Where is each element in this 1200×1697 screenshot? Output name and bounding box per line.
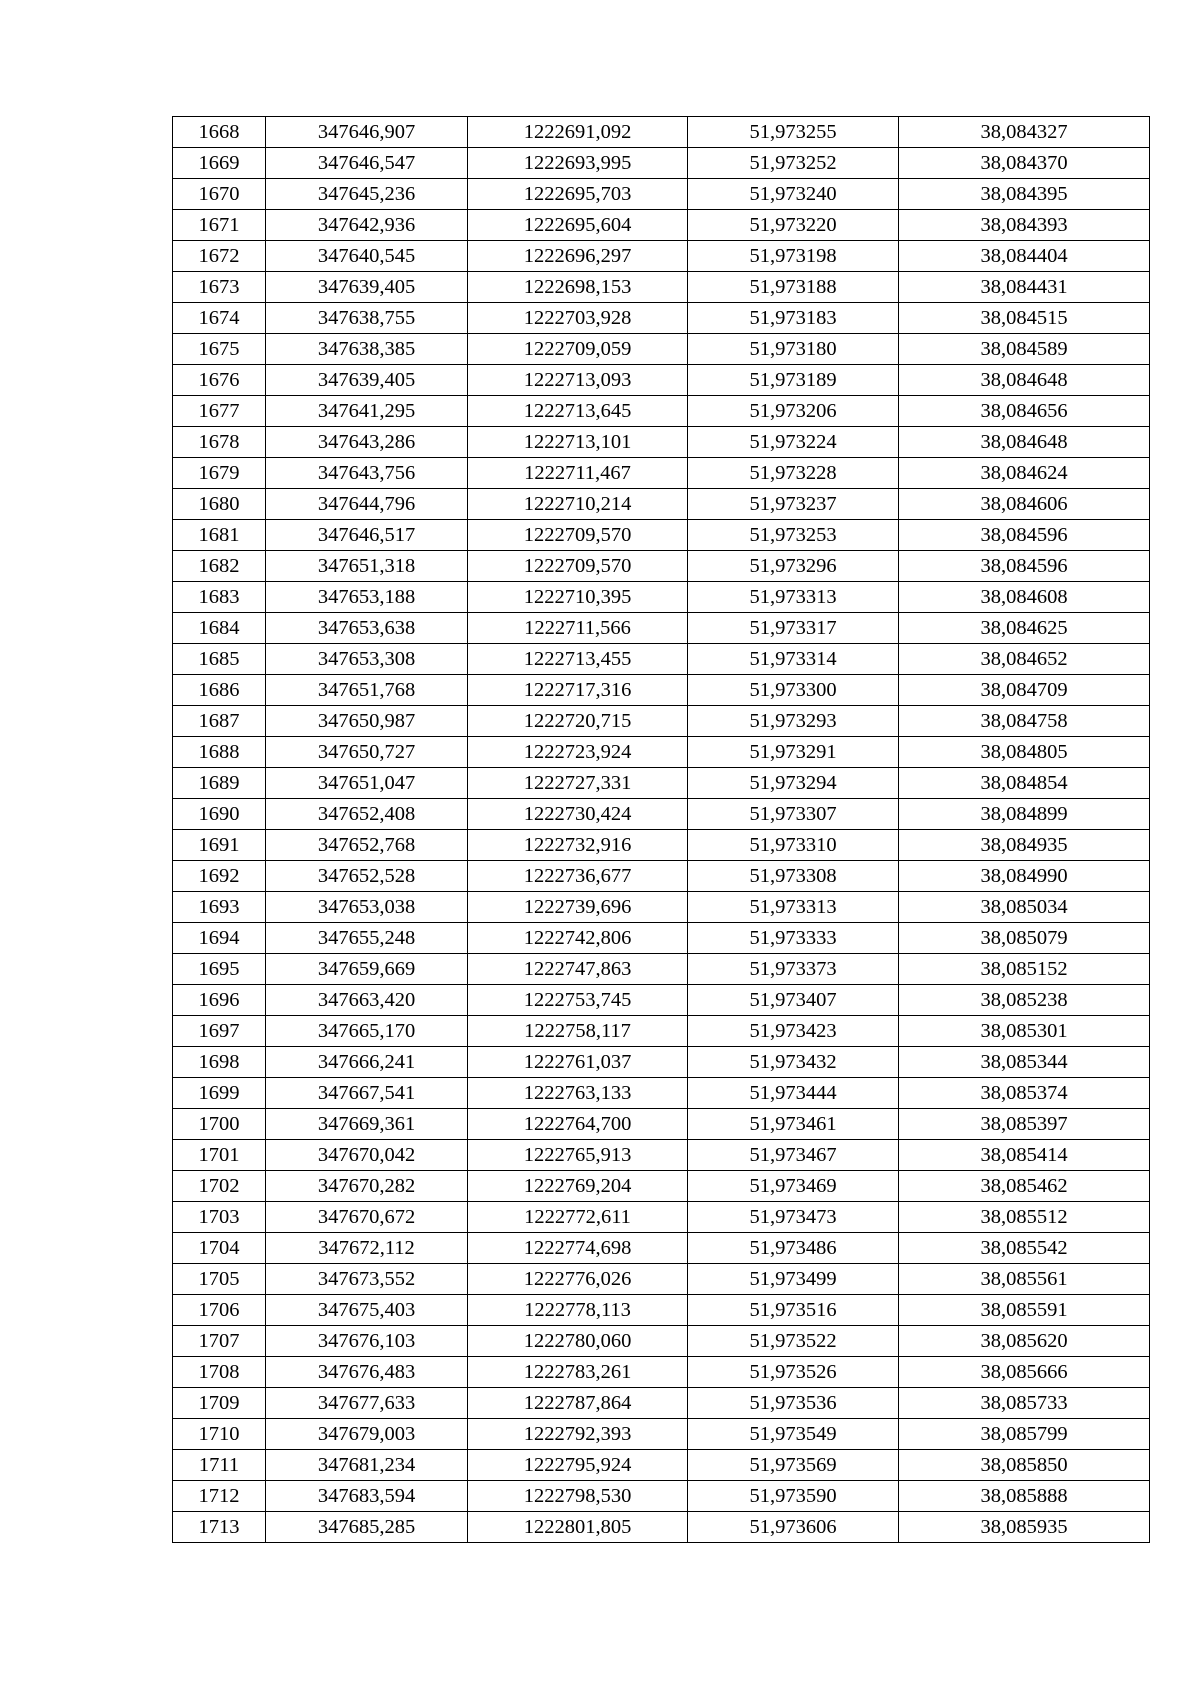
coordinates-table-body	[173, 117, 1150, 1543]
table-row	[173, 1264, 1150, 1295]
latitude-cell: 51,973240	[688, 179, 899, 210]
x-coordinate-cell: 347669,361	[266, 1109, 468, 1140]
y-coordinate-cell: 1222764,700	[468, 1109, 688, 1140]
x-coordinate-cell: 347642,936	[266, 210, 468, 241]
y-coordinate-cell: 1222709,570	[468, 551, 688, 582]
x-coordinate-cell: 347643,286	[266, 427, 468, 458]
latitude-cell: 51,973252	[688, 148, 899, 179]
x-coordinate-cell: 347652,768	[266, 830, 468, 861]
x-coordinate-cell: 347650,727	[266, 737, 468, 768]
point-number-cell: 1670	[173, 179, 266, 210]
y-coordinate-cell: 1222713,645	[468, 396, 688, 427]
x-coordinate-cell: 347645,236	[266, 179, 468, 210]
longitude-cell: 38,084431	[899, 272, 1150, 303]
latitude-cell: 51,973444	[688, 1078, 899, 1109]
x-coordinate-cell: 347679,003	[266, 1419, 468, 1450]
y-coordinate-cell: 1222772,611	[468, 1202, 688, 1233]
point-number-cell: 1672	[173, 241, 266, 272]
x-coordinate-cell: 347655,248	[266, 923, 468, 954]
latitude-cell: 51,973313	[688, 892, 899, 923]
x-coordinate-cell: 347651,768	[266, 675, 468, 706]
table-row	[173, 1233, 1150, 1264]
longitude-cell: 38,085561	[899, 1264, 1150, 1295]
y-coordinate-cell: 1222711,467	[468, 458, 688, 489]
longitude-cell: 38,085034	[899, 892, 1150, 923]
table-row	[173, 551, 1150, 582]
table-row	[173, 985, 1150, 1016]
latitude-cell: 51,973314	[688, 644, 899, 675]
y-coordinate-cell: 1222727,331	[468, 768, 688, 799]
table-row	[173, 489, 1150, 520]
table-row	[173, 396, 1150, 427]
latitude-cell: 51,973294	[688, 768, 899, 799]
latitude-cell: 51,973180	[688, 334, 899, 365]
table-row	[173, 148, 1150, 179]
table-row	[173, 1047, 1150, 1078]
point-number-cell: 1668	[173, 117, 266, 148]
y-coordinate-cell: 1222739,696	[468, 892, 688, 923]
y-coordinate-cell: 1222691,092	[468, 117, 688, 148]
point-number-cell: 1693	[173, 892, 266, 923]
coordinates-table	[172, 116, 1150, 1543]
y-coordinate-cell: 1222792,393	[468, 1419, 688, 1450]
x-coordinate-cell: 347673,552	[266, 1264, 468, 1295]
x-coordinate-cell: 347681,234	[266, 1450, 468, 1481]
point-number-cell: 1684	[173, 613, 266, 644]
y-coordinate-cell: 1222703,928	[468, 303, 688, 334]
y-coordinate-cell: 1222776,026	[468, 1264, 688, 1295]
point-number-cell: 1713	[173, 1512, 266, 1543]
table-row	[173, 644, 1150, 675]
point-number-cell: 1669	[173, 148, 266, 179]
latitude-cell: 51,973423	[688, 1016, 899, 1047]
point-number-cell: 1673	[173, 272, 266, 303]
table-row	[173, 1450, 1150, 1481]
y-coordinate-cell: 1222709,059	[468, 334, 688, 365]
point-number-cell: 1706	[173, 1295, 266, 1326]
longitude-cell: 38,084589	[899, 334, 1150, 365]
point-number-cell: 1677	[173, 396, 266, 427]
point-number-cell: 1685	[173, 644, 266, 675]
longitude-cell: 38,084608	[899, 582, 1150, 613]
x-coordinate-cell: 347659,669	[266, 954, 468, 985]
point-number-cell: 1687	[173, 706, 266, 737]
table-row	[173, 1078, 1150, 1109]
y-coordinate-cell: 1222763,133	[468, 1078, 688, 1109]
table-row	[173, 365, 1150, 396]
y-coordinate-cell: 1222730,424	[468, 799, 688, 830]
longitude-cell: 38,085850	[899, 1450, 1150, 1481]
latitude-cell: 51,973308	[688, 861, 899, 892]
point-number-cell: 1697	[173, 1016, 266, 1047]
longitude-cell: 38,084709	[899, 675, 1150, 706]
latitude-cell: 51,973310	[688, 830, 899, 861]
point-number-cell: 1696	[173, 985, 266, 1016]
table-row	[173, 210, 1150, 241]
latitude-cell: 51,973432	[688, 1047, 899, 1078]
y-coordinate-cell: 1222787,864	[468, 1388, 688, 1419]
longitude-cell: 38,085799	[899, 1419, 1150, 1450]
point-number-cell: 1699	[173, 1078, 266, 1109]
x-coordinate-cell: 347652,408	[266, 799, 468, 830]
y-coordinate-cell: 1222723,924	[468, 737, 688, 768]
x-coordinate-cell: 347651,047	[266, 768, 468, 799]
x-coordinate-cell: 347639,405	[266, 272, 468, 303]
latitude-cell: 51,973237	[688, 489, 899, 520]
latitude-cell: 51,973313	[688, 582, 899, 613]
y-coordinate-cell: 1222783,261	[468, 1357, 688, 1388]
table-row	[173, 861, 1150, 892]
latitude-cell: 51,973198	[688, 241, 899, 272]
table-row	[173, 1388, 1150, 1419]
x-coordinate-cell: 347653,188	[266, 582, 468, 613]
x-coordinate-cell: 347666,241	[266, 1047, 468, 1078]
point-number-cell: 1681	[173, 520, 266, 551]
x-coordinate-cell: 347652,528	[266, 861, 468, 892]
longitude-cell: 38,084990	[899, 861, 1150, 892]
point-number-cell: 1686	[173, 675, 266, 706]
point-number-cell: 1674	[173, 303, 266, 334]
x-coordinate-cell: 347646,907	[266, 117, 468, 148]
point-number-cell: 1691	[173, 830, 266, 861]
table-row	[173, 1202, 1150, 1233]
longitude-cell: 38,084404	[899, 241, 1150, 272]
x-coordinate-cell: 347670,282	[266, 1171, 468, 1202]
table-row	[173, 241, 1150, 272]
longitude-cell: 38,084854	[899, 768, 1150, 799]
latitude-cell: 51,973188	[688, 272, 899, 303]
y-coordinate-cell: 1222753,745	[468, 985, 688, 1016]
x-coordinate-cell: 347663,420	[266, 985, 468, 1016]
table-row	[173, 892, 1150, 923]
y-coordinate-cell: 1222711,566	[468, 613, 688, 644]
longitude-cell: 38,085462	[899, 1171, 1150, 1202]
x-coordinate-cell: 347653,638	[266, 613, 468, 644]
point-number-cell: 1707	[173, 1326, 266, 1357]
table-row	[173, 830, 1150, 861]
longitude-cell: 38,085414	[899, 1140, 1150, 1171]
point-number-cell: 1678	[173, 427, 266, 458]
point-number-cell: 1701	[173, 1140, 266, 1171]
longitude-cell: 38,084515	[899, 303, 1150, 334]
table-row	[173, 520, 1150, 551]
point-number-cell: 1704	[173, 1233, 266, 1264]
point-number-cell: 1694	[173, 923, 266, 954]
point-number-cell: 1676	[173, 365, 266, 396]
y-coordinate-cell: 1222732,916	[468, 830, 688, 861]
point-number-cell: 1695	[173, 954, 266, 985]
x-coordinate-cell: 347646,517	[266, 520, 468, 551]
point-number-cell: 1692	[173, 861, 266, 892]
y-coordinate-cell: 1222713,101	[468, 427, 688, 458]
longitude-cell: 38,084606	[899, 489, 1150, 520]
x-coordinate-cell: 347667,541	[266, 1078, 468, 1109]
y-coordinate-cell: 1222720,715	[468, 706, 688, 737]
x-coordinate-cell: 347650,987	[266, 706, 468, 737]
latitude-cell: 51,973549	[688, 1419, 899, 1450]
x-coordinate-cell: 347641,295	[266, 396, 468, 427]
longitude-cell: 38,085666	[899, 1357, 1150, 1388]
y-coordinate-cell: 1222709,570	[468, 520, 688, 551]
table-row	[173, 1481, 1150, 1512]
x-coordinate-cell: 347683,594	[266, 1481, 468, 1512]
longitude-cell: 38,084370	[899, 148, 1150, 179]
table-row	[173, 768, 1150, 799]
table-row	[173, 675, 1150, 706]
latitude-cell: 51,973307	[688, 799, 899, 830]
x-coordinate-cell: 347676,483	[266, 1357, 468, 1388]
y-coordinate-cell: 1222698,153	[468, 272, 688, 303]
x-coordinate-cell: 347653,308	[266, 644, 468, 675]
y-coordinate-cell: 1222695,604	[468, 210, 688, 241]
latitude-cell: 51,973317	[688, 613, 899, 644]
y-coordinate-cell: 1222693,995	[468, 148, 688, 179]
y-coordinate-cell: 1222761,037	[468, 1047, 688, 1078]
x-coordinate-cell: 347670,672	[266, 1202, 468, 1233]
latitude-cell: 51,973407	[688, 985, 899, 1016]
latitude-cell: 51,973220	[688, 210, 899, 241]
x-coordinate-cell: 347643,756	[266, 458, 468, 489]
point-number-cell: 1683	[173, 582, 266, 613]
longitude-cell: 38,084393	[899, 210, 1150, 241]
point-number-cell: 1711	[173, 1450, 266, 1481]
x-coordinate-cell: 347665,170	[266, 1016, 468, 1047]
y-coordinate-cell: 1222713,455	[468, 644, 688, 675]
longitude-cell: 38,084395	[899, 179, 1150, 210]
x-coordinate-cell: 347677,633	[266, 1388, 468, 1419]
latitude-cell: 51,973296	[688, 551, 899, 582]
table-row	[173, 1326, 1150, 1357]
latitude-cell: 51,973333	[688, 923, 899, 954]
longitude-cell: 38,084327	[899, 117, 1150, 148]
longitude-cell: 38,084935	[899, 830, 1150, 861]
x-coordinate-cell: 347638,385	[266, 334, 468, 365]
longitude-cell: 38,085238	[899, 985, 1150, 1016]
latitude-cell: 51,973469	[688, 1171, 899, 1202]
x-coordinate-cell: 347638,755	[266, 303, 468, 334]
table-row	[173, 954, 1150, 985]
latitude-cell: 51,973183	[688, 303, 899, 334]
longitude-cell: 38,085620	[899, 1326, 1150, 1357]
table-row	[173, 706, 1150, 737]
longitude-cell: 38,085591	[899, 1295, 1150, 1326]
latitude-cell: 51,973499	[688, 1264, 899, 1295]
point-number-cell: 1698	[173, 1047, 266, 1078]
latitude-cell: 51,973486	[688, 1233, 899, 1264]
table-row	[173, 1016, 1150, 1047]
y-coordinate-cell: 1222765,913	[468, 1140, 688, 1171]
y-coordinate-cell: 1222696,297	[468, 241, 688, 272]
point-number-cell: 1679	[173, 458, 266, 489]
table-row	[173, 1419, 1150, 1450]
longitude-cell: 38,085542	[899, 1233, 1150, 1264]
table-row	[173, 272, 1150, 303]
longitude-cell: 38,085397	[899, 1109, 1150, 1140]
longitude-cell: 38,084805	[899, 737, 1150, 768]
y-coordinate-cell: 1222801,805	[468, 1512, 688, 1543]
longitude-cell: 38,085079	[899, 923, 1150, 954]
table-row	[173, 613, 1150, 644]
y-coordinate-cell: 1222710,214	[468, 489, 688, 520]
point-number-cell: 1702	[173, 1171, 266, 1202]
longitude-cell: 38,084625	[899, 613, 1150, 644]
x-coordinate-cell: 347646,547	[266, 148, 468, 179]
x-coordinate-cell: 347639,405	[266, 365, 468, 396]
point-number-cell: 1703	[173, 1202, 266, 1233]
table-row	[173, 1357, 1150, 1388]
longitude-cell: 38,085374	[899, 1078, 1150, 1109]
point-number-cell: 1710	[173, 1419, 266, 1450]
y-coordinate-cell: 1222695,703	[468, 179, 688, 210]
latitude-cell: 51,973536	[688, 1388, 899, 1419]
latitude-cell: 51,973291	[688, 737, 899, 768]
y-coordinate-cell: 1222736,677	[468, 861, 688, 892]
longitude-cell: 38,085935	[899, 1512, 1150, 1543]
latitude-cell: 51,973569	[688, 1450, 899, 1481]
table-row	[173, 923, 1150, 954]
y-coordinate-cell: 1222747,863	[468, 954, 688, 985]
point-number-cell: 1700	[173, 1109, 266, 1140]
point-number-cell: 1708	[173, 1357, 266, 1388]
latitude-cell: 51,973526	[688, 1357, 899, 1388]
point-number-cell: 1688	[173, 737, 266, 768]
longitude-cell: 38,085344	[899, 1047, 1150, 1078]
latitude-cell: 51,973206	[688, 396, 899, 427]
latitude-cell: 51,973516	[688, 1295, 899, 1326]
latitude-cell: 51,973253	[688, 520, 899, 551]
latitude-cell: 51,973461	[688, 1109, 899, 1140]
table-row	[173, 1171, 1150, 1202]
x-coordinate-cell: 347644,796	[266, 489, 468, 520]
table-row	[173, 427, 1150, 458]
latitude-cell: 51,973189	[688, 365, 899, 396]
table-row	[173, 737, 1150, 768]
latitude-cell: 51,973373	[688, 954, 899, 985]
point-number-cell: 1690	[173, 799, 266, 830]
longitude-cell: 38,085512	[899, 1202, 1150, 1233]
table-row	[173, 799, 1150, 830]
longitude-cell: 38,085152	[899, 954, 1150, 985]
y-coordinate-cell: 1222798,530	[468, 1481, 688, 1512]
table-row	[173, 1140, 1150, 1171]
latitude-cell: 51,973300	[688, 675, 899, 706]
latitude-cell: 51,973293	[688, 706, 899, 737]
longitude-cell: 38,084648	[899, 365, 1150, 396]
point-number-cell: 1709	[173, 1388, 266, 1419]
longitude-cell: 38,084596	[899, 520, 1150, 551]
table-row	[173, 334, 1150, 365]
y-coordinate-cell: 1222780,060	[468, 1326, 688, 1357]
y-coordinate-cell: 1222713,093	[468, 365, 688, 396]
y-coordinate-cell: 1222758,117	[468, 1016, 688, 1047]
table-row	[173, 458, 1150, 489]
x-coordinate-cell: 347670,042	[266, 1140, 468, 1171]
latitude-cell: 51,973467	[688, 1140, 899, 1171]
latitude-cell: 51,973522	[688, 1326, 899, 1357]
longitude-cell: 38,084899	[899, 799, 1150, 830]
point-number-cell: 1680	[173, 489, 266, 520]
table-row	[173, 303, 1150, 334]
latitude-cell: 51,973473	[688, 1202, 899, 1233]
point-number-cell: 1705	[173, 1264, 266, 1295]
table-row	[173, 1109, 1150, 1140]
y-coordinate-cell: 1222710,395	[468, 582, 688, 613]
x-coordinate-cell: 347640,545	[266, 241, 468, 272]
x-coordinate-cell: 347653,038	[266, 892, 468, 923]
latitude-cell: 51,973606	[688, 1512, 899, 1543]
latitude-cell: 51,973255	[688, 117, 899, 148]
y-coordinate-cell: 1222795,924	[468, 1450, 688, 1481]
longitude-cell: 38,085301	[899, 1016, 1150, 1047]
y-coordinate-cell: 1222778,113	[468, 1295, 688, 1326]
x-coordinate-cell: 347672,112	[266, 1233, 468, 1264]
point-number-cell: 1682	[173, 551, 266, 582]
latitude-cell: 51,973590	[688, 1481, 899, 1512]
longitude-cell: 38,084596	[899, 551, 1150, 582]
y-coordinate-cell: 1222774,698	[468, 1233, 688, 1264]
point-number-cell: 1712	[173, 1481, 266, 1512]
table-row	[173, 1295, 1150, 1326]
y-coordinate-cell: 1222742,806	[468, 923, 688, 954]
y-coordinate-cell: 1222769,204	[468, 1171, 688, 1202]
longitude-cell: 38,084624	[899, 458, 1150, 489]
y-coordinate-cell: 1222717,316	[468, 675, 688, 706]
longitude-cell: 38,085888	[899, 1481, 1150, 1512]
point-number-cell: 1671	[173, 210, 266, 241]
table-row	[173, 117, 1150, 148]
table-row	[173, 582, 1150, 613]
latitude-cell: 51,973228	[688, 458, 899, 489]
point-number-cell: 1689	[173, 768, 266, 799]
longitude-cell: 38,084758	[899, 706, 1150, 737]
longitude-cell: 38,085733	[899, 1388, 1150, 1419]
x-coordinate-cell: 347651,318	[266, 551, 468, 582]
longitude-cell: 38,084656	[899, 396, 1150, 427]
point-number-cell: 1675	[173, 334, 266, 365]
table-row	[173, 179, 1150, 210]
longitude-cell: 38,084648	[899, 427, 1150, 458]
table-row	[173, 1512, 1150, 1543]
x-coordinate-cell: 347675,403	[266, 1295, 468, 1326]
latitude-cell: 51,973224	[688, 427, 899, 458]
x-coordinate-cell: 347685,285	[266, 1512, 468, 1543]
longitude-cell: 38,084652	[899, 644, 1150, 675]
x-coordinate-cell: 347676,103	[266, 1326, 468, 1357]
